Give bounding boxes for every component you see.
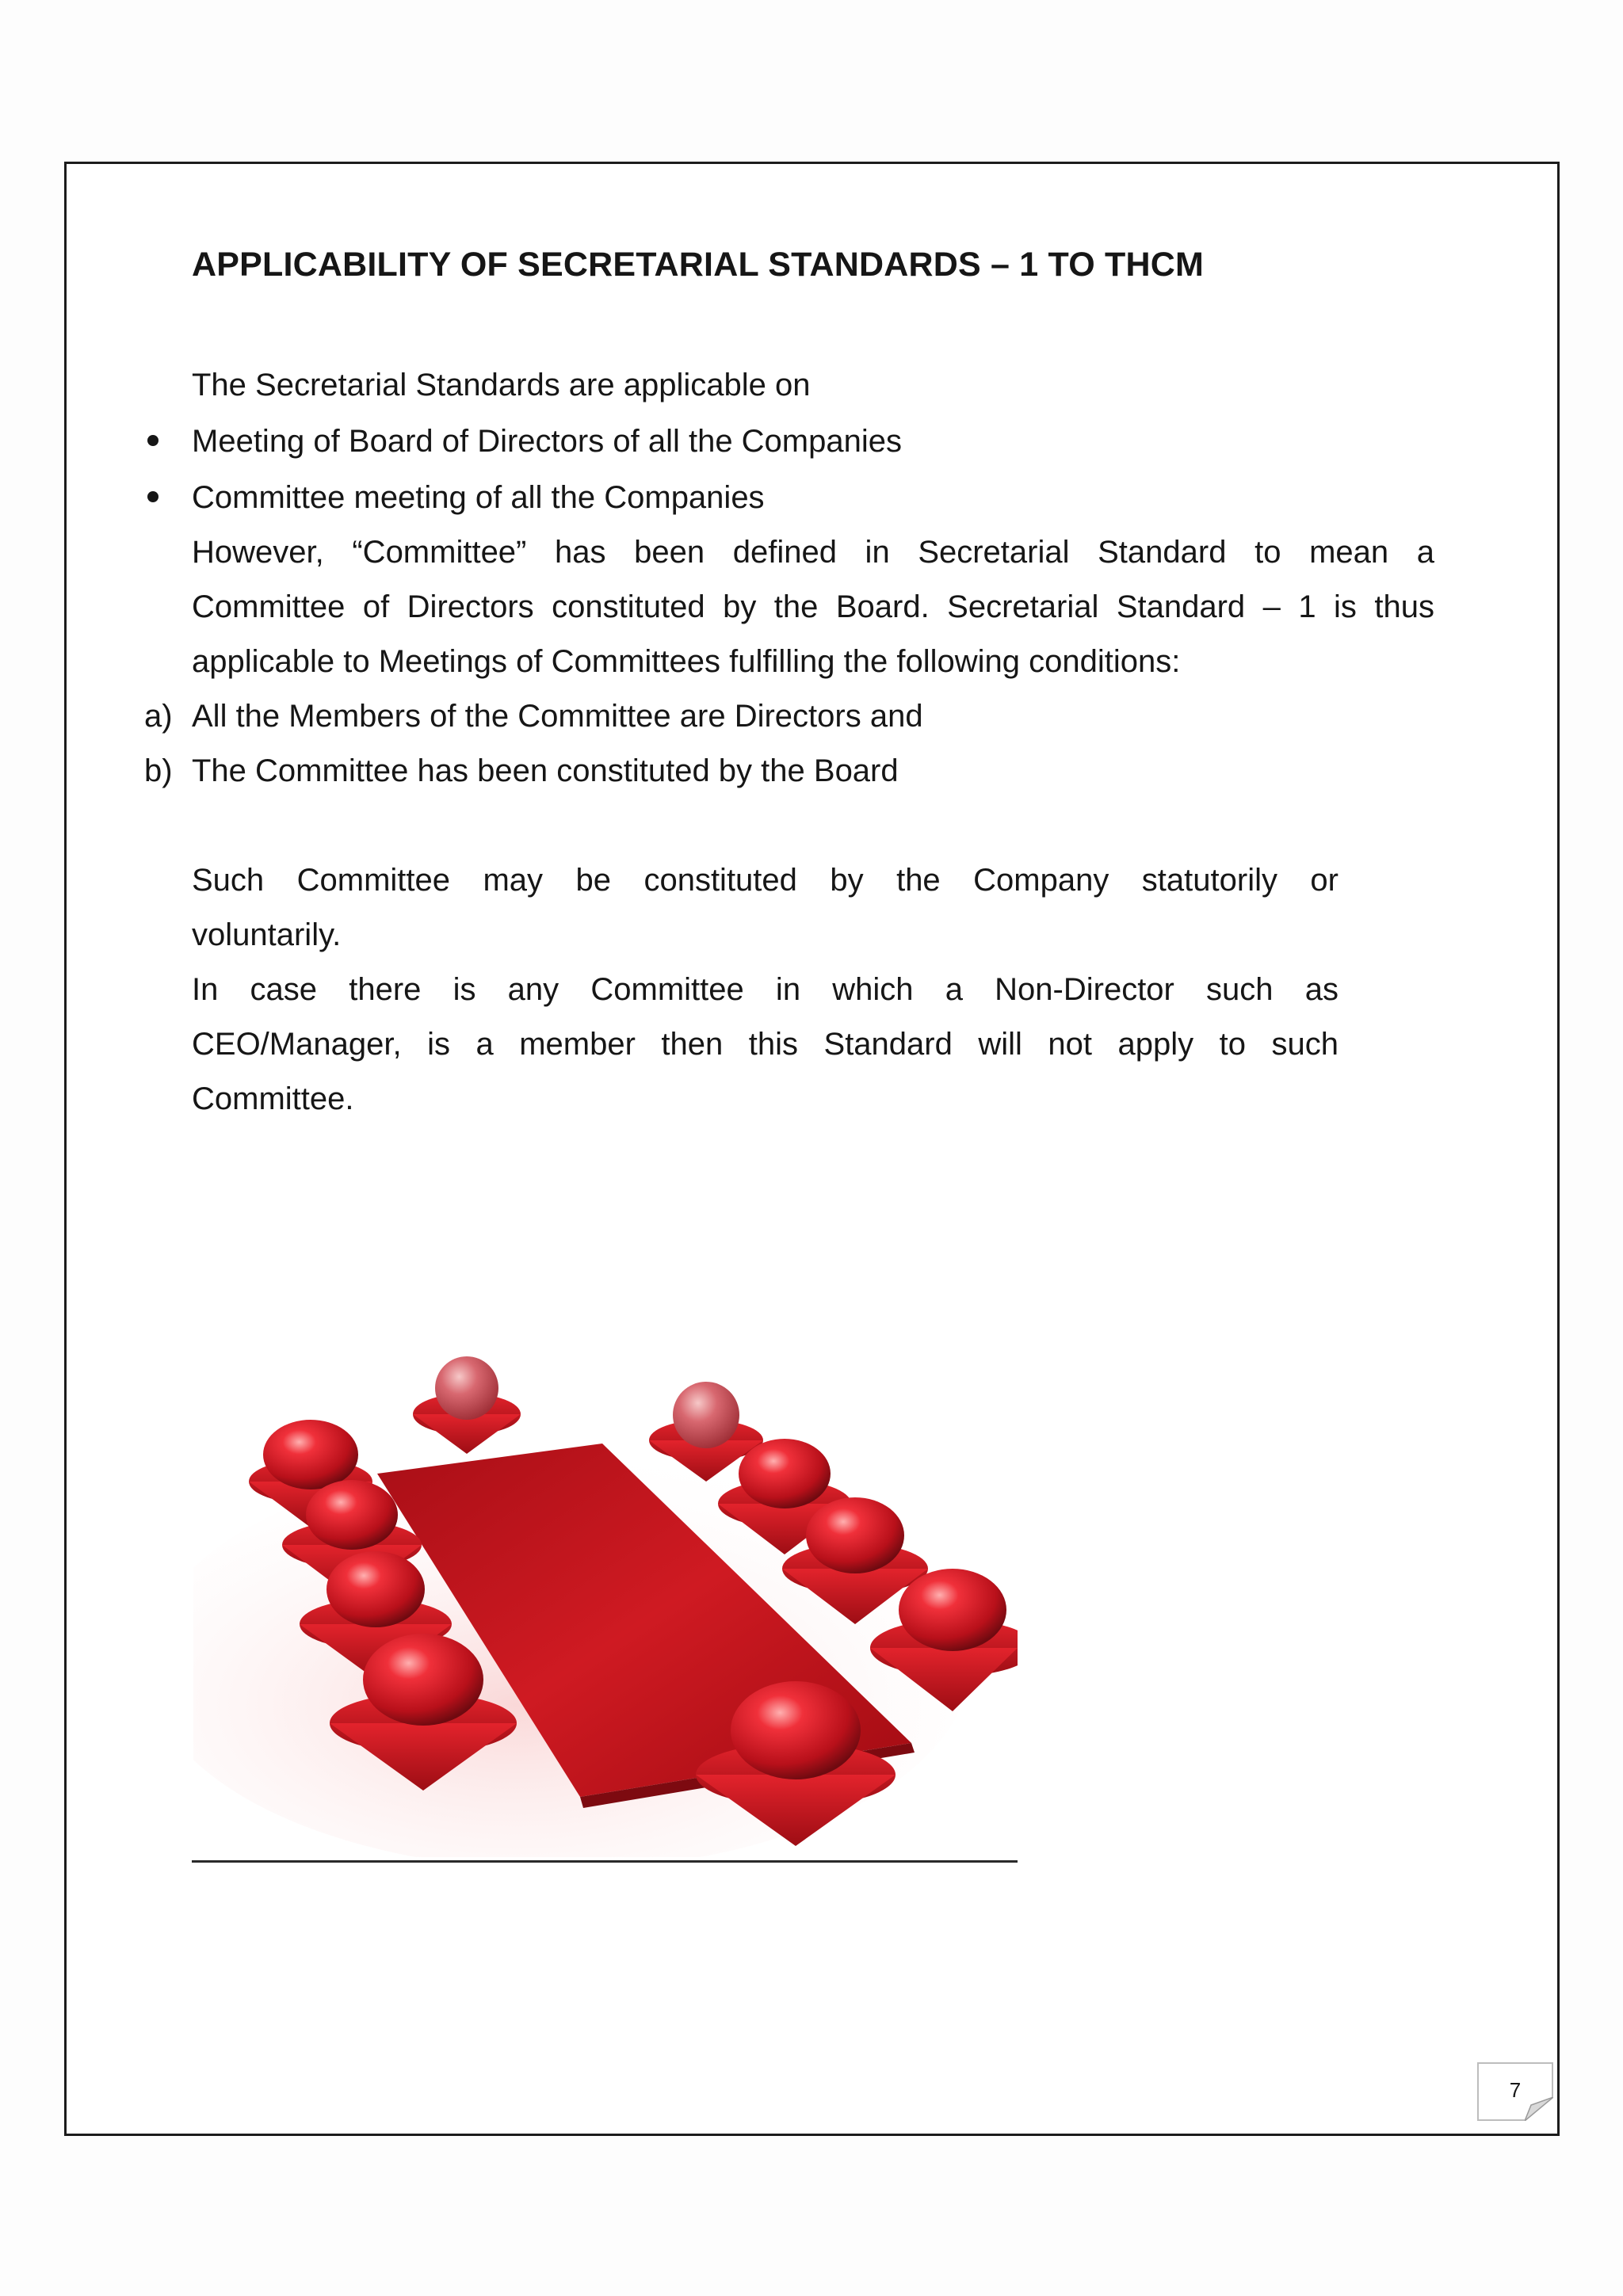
condition-marker: a) bbox=[144, 699, 173, 734]
condition-text: The Committee has been constituted by the Board bbox=[192, 753, 899, 788]
non-director-line: CEO/Manager, is a member then this Standard will not apply to such bbox=[192, 1027, 1338, 1062]
page-heading: APPLICABILITY OF SECRETARIAL STANDARDS – 1 TO THCM bbox=[192, 246, 1204, 284]
intro-text: The Secretarial Standards are applicable on bbox=[192, 368, 811, 402]
non-director-line: Committee. bbox=[192, 1081, 354, 1116]
condition-marker: b) bbox=[144, 753, 173, 788]
boardroom-illustration bbox=[193, 1347, 1018, 1857]
voluntary-line: voluntarily. bbox=[192, 917, 342, 952]
page-number-box bbox=[1477, 2062, 1553, 2121]
voluntary-line: Such Committee may be constituted by the Company statutorily or bbox=[192, 863, 1338, 898]
definition-line: Committee of Directors constituted by the Board. Secretarial Standard – 1 is thus bbox=[192, 589, 1434, 624]
page-curl-icon bbox=[1525, 2097, 1553, 2121]
bullet-icon bbox=[147, 491, 158, 502]
condition-text: All the Members of the Committee are Directors and bbox=[192, 699, 923, 734]
non-director-line: In case there is any Committee in which a Non-Director such as bbox=[192, 972, 1338, 1007]
illustration-underline bbox=[192, 1860, 1018, 1863]
bullet-icon bbox=[147, 435, 158, 446]
bullet-item: Committee meeting of all the Companies bbox=[192, 480, 765, 515]
page-number: 7 bbox=[1509, 2078, 1522, 2102]
bullet-item: Meeting of Board of Directors of all the Companies bbox=[192, 424, 902, 459]
definition-line: However, “Committee” has been defined in Secretarial Standard to mean a bbox=[192, 535, 1434, 570]
definition-line: applicable to Meetings of Committees fulfilling the following conditions: bbox=[192, 644, 1181, 679]
